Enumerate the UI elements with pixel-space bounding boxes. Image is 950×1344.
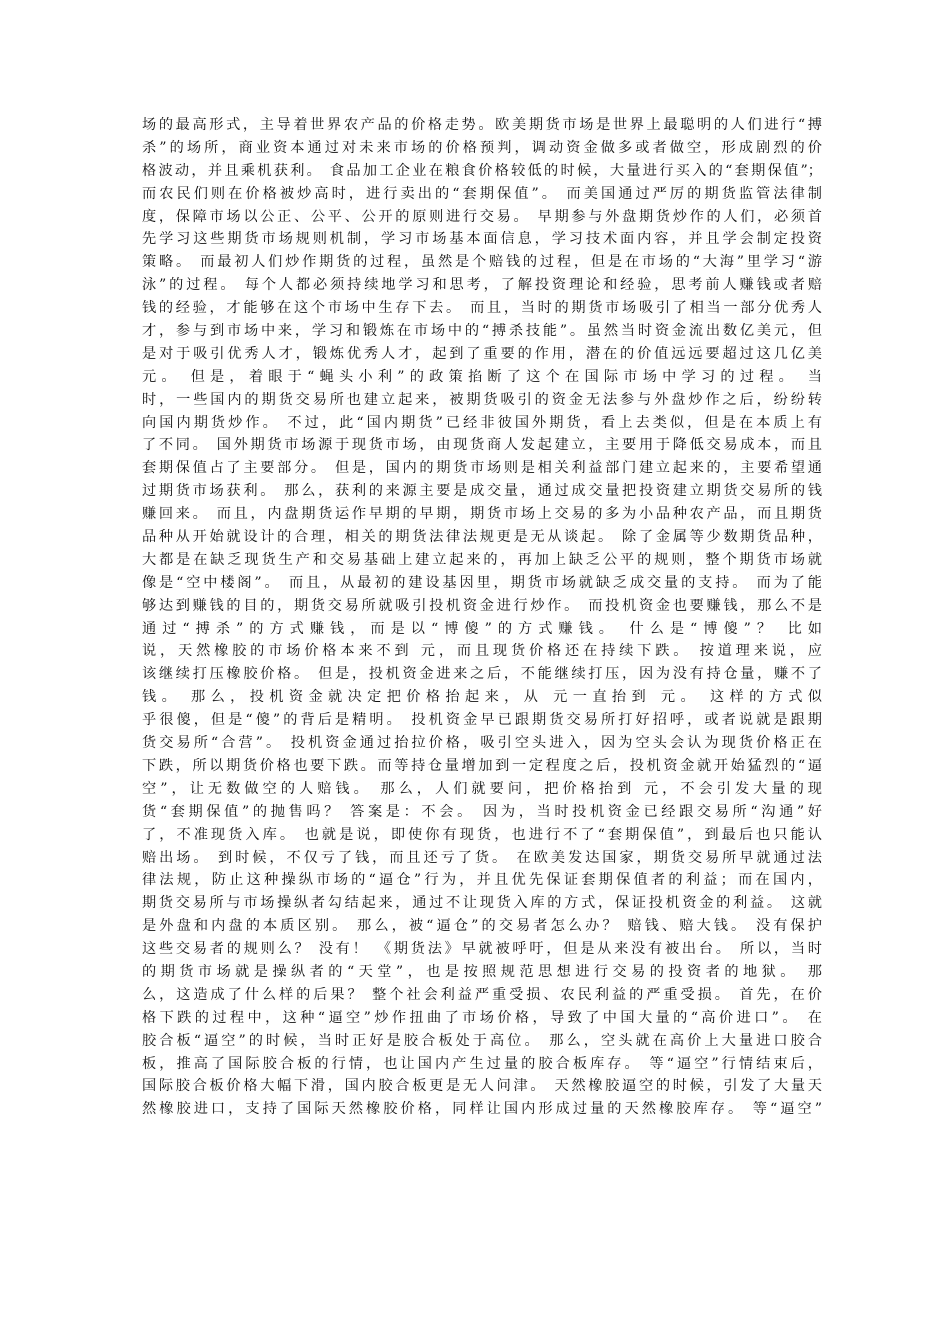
text-line: 格下跌的过程中，这种“逼空”炒作扭曲了市场价格，导致了中国大量的“高价进口”。 在 [142,1009,822,1026]
text-line: 胶合板“逼空”的时候，当时正好是胶合板处于高位。 那么，空头就在高价上大量进口胶合 [142,1032,822,1049]
text-line: 而农民们则在价格被炒高时，进行卖出的“套期保值”。 而美国通过严厉的期货监管法律制 [142,185,822,202]
text-line: 该继续打压橡胶价格。 但是，投机资金进来之后，不能继续打压，因为没有持仓量，赚不了 [142,666,822,683]
text-line: 然橡胶进口，支持了国际天然橡胶价格，同样让国内形成过量的天然橡胶库存。 等“逼空” [142,1101,822,1118]
text-line: 律法规，防止这种操纵市场的“逼仓”行为，并且优先保证套期保值者的利益；而在国内， [142,872,822,889]
text-line: 这些交易者的规则么？ 没有！ 《期货法》早就被呼吁，但是从来没有被出台。 所以，当时 [142,941,822,958]
text-line: 策略。 而最初人们炒作期货的过程，虽然是个赔钱的过程，但是在市场的“大海”里学习“游 [142,254,822,271]
text-line: 货交易所“合营”。 投机资金通过抬拉价格，吸引空头进入，因为空头会认为现货价格正在 [142,735,822,752]
text-line: 赔出场。 到时候，不仅亏了钱，而且还亏了货。 在欧美发达国家，期货交易所早就通过法 [142,849,822,866]
text-line: 场的最高形式，主导着世界农产品的价格走势。欧美期货市场是世界上最聪明的人们进行“搏 [142,117,822,133]
text-line: 钱。 那么，投机资金就决定把价格抬起来，从 元一直抬到 元。 这样的方式似 [142,689,822,706]
text-line: 了不同。 国外期货市场源于现货市场，由现货商人发起建立，主要用于降低交易成本，而且 [142,437,822,454]
body-text [142,114,822,1121]
text-line: 的期货市场就是操纵者的“天堂”，也是按照规范思想进行交易的投资者的地狱。 那 [142,963,822,980]
text-line: 大都是在缺乏现货生产和交易基础上建立起来的，再加上缺乏公平的规则，整个期货市场就 [142,551,822,568]
text-line: 乎很傻，但是“傻”的背后是精明。 投机资金早已跟期货交易所打好招呼，或者说就是跟期 [142,712,822,729]
text-line: 杀”的场所，商业资本通过对未来市场的价格预判，调动资金做多或者做空，形成剧烈的价 [142,139,822,156]
text-line: 套期保值占了主要部分。 但是，国内的期货市场则是相关利益部门建立起来的，主要希望通 [142,460,822,477]
text-line: 度，保障市场以公正、公平、公开的原则进行交易。 早期参与外盘期货炒作的人们，必须首 [142,208,822,225]
text-line: 了，不准现货入库。 也就是说，即使你有现货，也进行不了“套期保值”，到最后也只能认 [142,826,822,843]
text-line: 国际胶合板价格大幅下滑，国内胶合板更是无人问津。 天然橡胶逼空的时候，引发了大量天 [142,1078,822,1095]
text-line: 是外盘和内盘的本质区别。 那么，被“逼仓”的交易者怎么办？ 赔钱、赔大钱。 没有保护 [142,918,822,935]
text-line: 向国内期货炒作。 不过，此“国内期货”已经非彼国外期货，看上去类似，但是在本质上有 [142,414,822,431]
text-line: 板，推高了国际胶合板的行情，也让国内产生过量的胶合板库存。 等“逼空”行情结束后， [142,1055,822,1072]
text-line: 下跌，所以期货价格也要下跌。而等持仓量增加到一定程度之后，投机资金就开始猛烈的“逼 [142,757,822,774]
text-line: 泳”的过程。 每个人都必须持续地学习和思考，了解投资理论和经验，思考前人赚钱或者赔 [142,277,822,294]
text-line: 才，参与到市场中来，学习和锻炼在市场中的“搏杀技能”。虽然当时资金流出数亿美元，但 [142,323,822,340]
text-line: 赚回来。 而且，内盘期货运作早期的早期，期货市场上交易的多为小品种农产品，而且期货 [142,506,822,523]
text-line: 像是“空中楼阁”。 而且，从最初的建设基因里，期货市场就缺乏成交量的支持。 而为了能 [142,574,822,591]
text-line: 品种从开始就设计的合理，相关的期货法律法规更是无从谈起。 除了金属等少数期货品种， [142,529,822,546]
text-line: 元。 但是，着眼于“蝇头小利”的政策掐断了这个在国际市场中学习的过程。 当 [142,368,822,385]
text-line: 钱的经验，才能够在这个市场中生存下去。 而且，当时的期货市场吸引了相当一部分优秀人 [142,300,822,317]
text-line: 期货交易所与市场操纵者勾结起来，通过不让现货入库的方式，保证投机资金的利益。 这就 [142,895,822,912]
text-line: 先学习这些期货市场规则机制，学习市场基本面信息，学习技术面内容，并且学会制定投资 [142,231,822,248]
text-line: 通过“搏杀”的方式赚钱，而是以“博傻”的方式赚钱。 什么是“博傻”？ 比如 [142,620,822,637]
text-line: 说，天然橡胶的市场价格本来不到 元，而且现货价格还在持续下跌。 按道理来说，应 [142,643,822,660]
text-line: 时，一些国内的期货交易所也建立起来，被期货吸引的资金无法参与外盘炒作之后，纷纷转 [142,391,822,408]
text-line: 么，这造成了什么样的后果？ 整个社会利益严重受损、农民利益的严重受损。 首先，在价 [142,986,822,1003]
text-line: 够达到赚钱的目的，期货交易所就吸引投机资金进行炒作。 而投机资金也要赚钱，那么不是 [142,597,822,614]
text-line: 是对于吸引优秀人才，锻炼优秀人才，起到了重要的作用，潜在的价值远远要超过这几亿美 [142,345,822,362]
text-line: 过期货市场获利。 那么，获利的来源主要是成交量，通过成交量把投资建立期货交易所的钱 [142,483,822,500]
text-line: 货“套期保值”的抛售吗？ 答案是：不会。 因为，当时投机资金已经跟交易所“沟通”好 [142,803,822,820]
text-line: 格波动，并且乘机获利。 食品加工企业在粮食价格较低的时候，大量进行买入的“套期保值”； [142,162,822,179]
text-line: 空”，让无数做空的人赔钱。 那么，人们就要问，把价格抬到 元，不会引发大量的现 [142,780,822,797]
